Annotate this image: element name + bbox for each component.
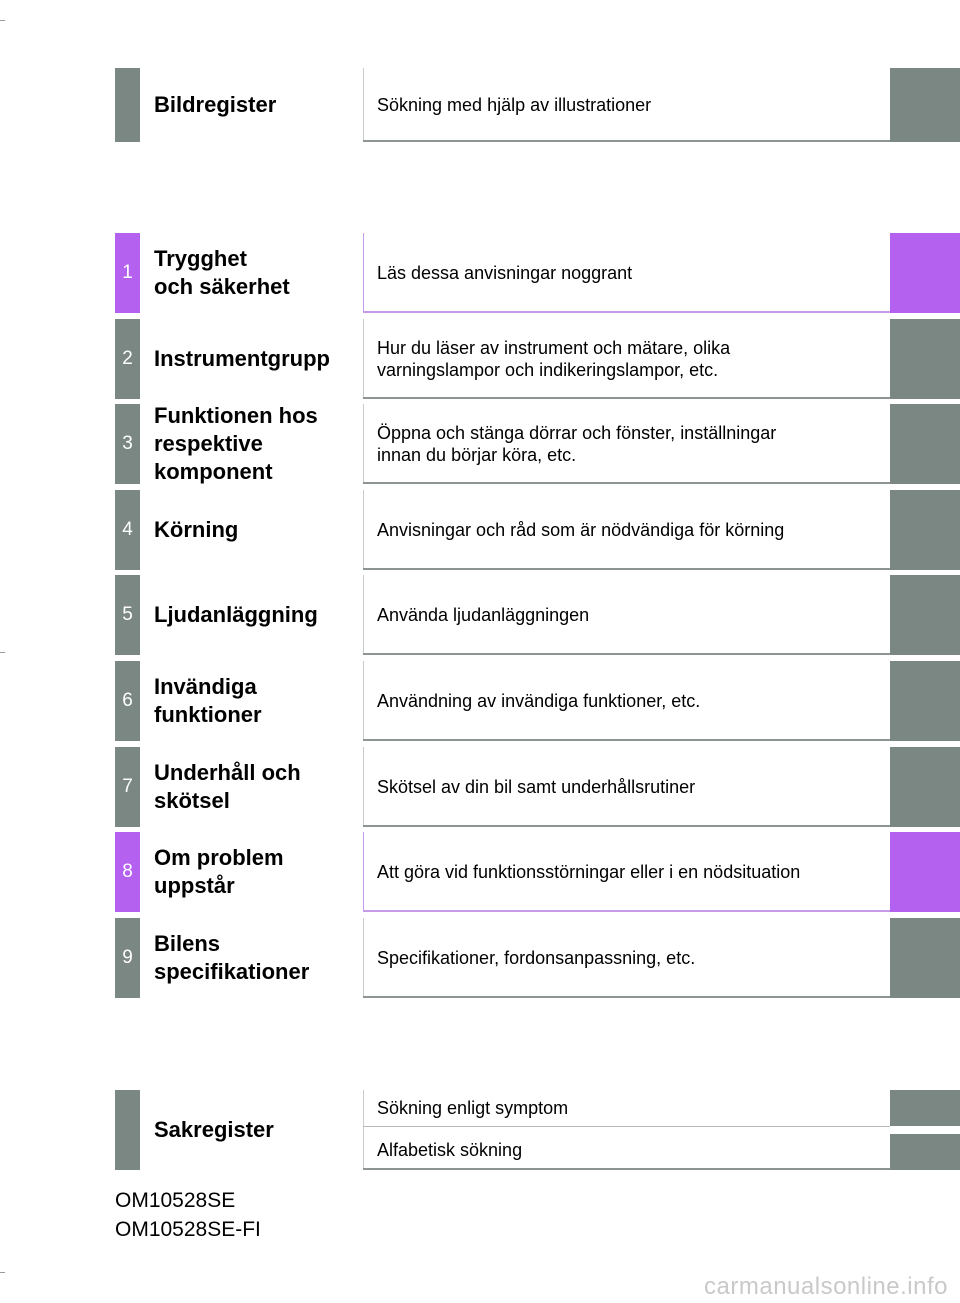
chapter-number-tab: 1 (115, 233, 140, 313)
chapter-number-tab: 2 (115, 319, 140, 399)
chapter-description: Att göra vid funktionsstörningar eller i en nödsituation (377, 862, 801, 882)
row-underline (363, 482, 890, 484)
row-underline (363, 825, 890, 827)
chapter-edge-tab (890, 918, 960, 998)
index-edge-tab-2 (890, 1134, 960, 1170)
chapter-description: Hur du läser av instrument och mätare, olika varningslampor och indikeringslampor, etc. (377, 338, 731, 380)
document-code: OM10528SE (115, 1189, 236, 1212)
chapter-number-tab: 8 (115, 832, 140, 912)
chapter-title: Funktionen hos respektive komponent (154, 403, 318, 484)
header-title: Bildregister (154, 92, 277, 117)
chapter-title: Trygghet och säkerhet (154, 246, 290, 299)
chapter-row-9[interactable] (115, 918, 960, 998)
row-underline (363, 311, 890, 313)
chapter-description: Öppna och stänga dörrar och fönster, inställningar innan du börjar köra, etc. (377, 423, 777, 465)
row-underline (363, 739, 890, 741)
chapter-description: Läs dessa anvisningar noggrant (377, 263, 633, 283)
chapter-row-5[interactable] (115, 575, 960, 655)
chapter-title: Invändiga funktioner (154, 674, 262, 727)
chapter-row-2[interactable] (115, 319, 960, 399)
chapter-number-tab: 3 (115, 404, 140, 484)
header-description: Sökning med hjälp av illustrationer (377, 95, 652, 115)
chapter-number-tab: 7 (115, 747, 140, 827)
row-underline (363, 397, 890, 399)
chapter-number-tab: 4 (115, 490, 140, 570)
chapter-title: Om problem uppstår (154, 845, 284, 898)
crop-mark (0, 20, 5, 21)
chapter-title: Underhåll och skötsel (154, 760, 301, 813)
chapter-description: Anvisningar och råd som är nödvändiga för körning (377, 520, 785, 540)
chapter-edge-tab (890, 404, 960, 484)
header-edge-tab (890, 68, 960, 142)
crop-mark (0, 652, 5, 653)
chapter-row-4[interactable] (115, 490, 960, 570)
row-underline (363, 910, 890, 912)
divider (363, 832, 364, 912)
chapter-number-tab: 9 (115, 918, 140, 998)
index-edge-tab-1 (890, 1090, 960, 1126)
header-tab (115, 68, 140, 142)
chapter-title: Bilens specifikationer (154, 931, 310, 984)
chapter-edge-tab (890, 490, 960, 570)
index-item-alphabetic[interactable]: Alfabetisk sökning (377, 1139, 523, 1160)
chapter-edge-tab (890, 575, 960, 655)
row-underline (363, 996, 890, 998)
document-codes (115, 1186, 261, 1244)
chapter-number-tab: 6 (115, 661, 140, 741)
chapter-row-3[interactable] (115, 404, 960, 484)
index-tab (115, 1090, 140, 1170)
divider (363, 404, 364, 484)
divider (363, 918, 364, 998)
chapter-row-7[interactable] (115, 747, 960, 827)
row-underline (363, 1168, 890, 1170)
chapter-edge-tab (890, 832, 960, 912)
document-code: OM10528SE-FI (115, 1218, 261, 1241)
divider (363, 68, 364, 142)
divider (363, 575, 364, 655)
index-item-symptom[interactable]: Sökning enligt symptom (377, 1097, 569, 1118)
row-underline (363, 1126, 890, 1127)
chapter-description: Specifikationer, fordonsanpassning, etc. (377, 948, 696, 968)
chapter-description: Användning av invändiga funktioner, etc. (377, 691, 701, 711)
chapter-row-1[interactable] (115, 233, 960, 313)
header-row[interactable] (115, 68, 960, 142)
divider (363, 747, 364, 827)
chapter-row-6[interactable] (115, 661, 960, 741)
watermark: carmanualsonline.info (704, 1273, 948, 1300)
chapter-description: Använda ljudanläggningen (377, 605, 590, 625)
crop-mark (0, 1272, 5, 1273)
chapter-edge-tab (890, 319, 960, 399)
chapter-edge-tab (890, 747, 960, 827)
row-underline (363, 653, 890, 655)
chapter-edge-tab (890, 661, 960, 741)
divider (363, 661, 364, 741)
row-underline (363, 568, 890, 570)
chapter-row-8[interactable] (115, 832, 960, 912)
divider (363, 1090, 364, 1170)
divider (363, 233, 364, 313)
row-underline (363, 140, 890, 142)
chapter-title: Instrumentgrupp (154, 346, 330, 371)
index-row (115, 1090, 960, 1170)
chapter-title: Ljudanläggning (154, 602, 318, 627)
divider (363, 490, 364, 570)
index-title: Sakregister (154, 1117, 274, 1142)
chapter-edge-tab (890, 233, 960, 313)
divider (363, 319, 364, 399)
chapter-title: Körning (154, 517, 239, 542)
chapter-number-tab: 5 (115, 575, 140, 655)
chapter-description: Skötsel av din bil samt underhållsrutiner (377, 777, 696, 797)
